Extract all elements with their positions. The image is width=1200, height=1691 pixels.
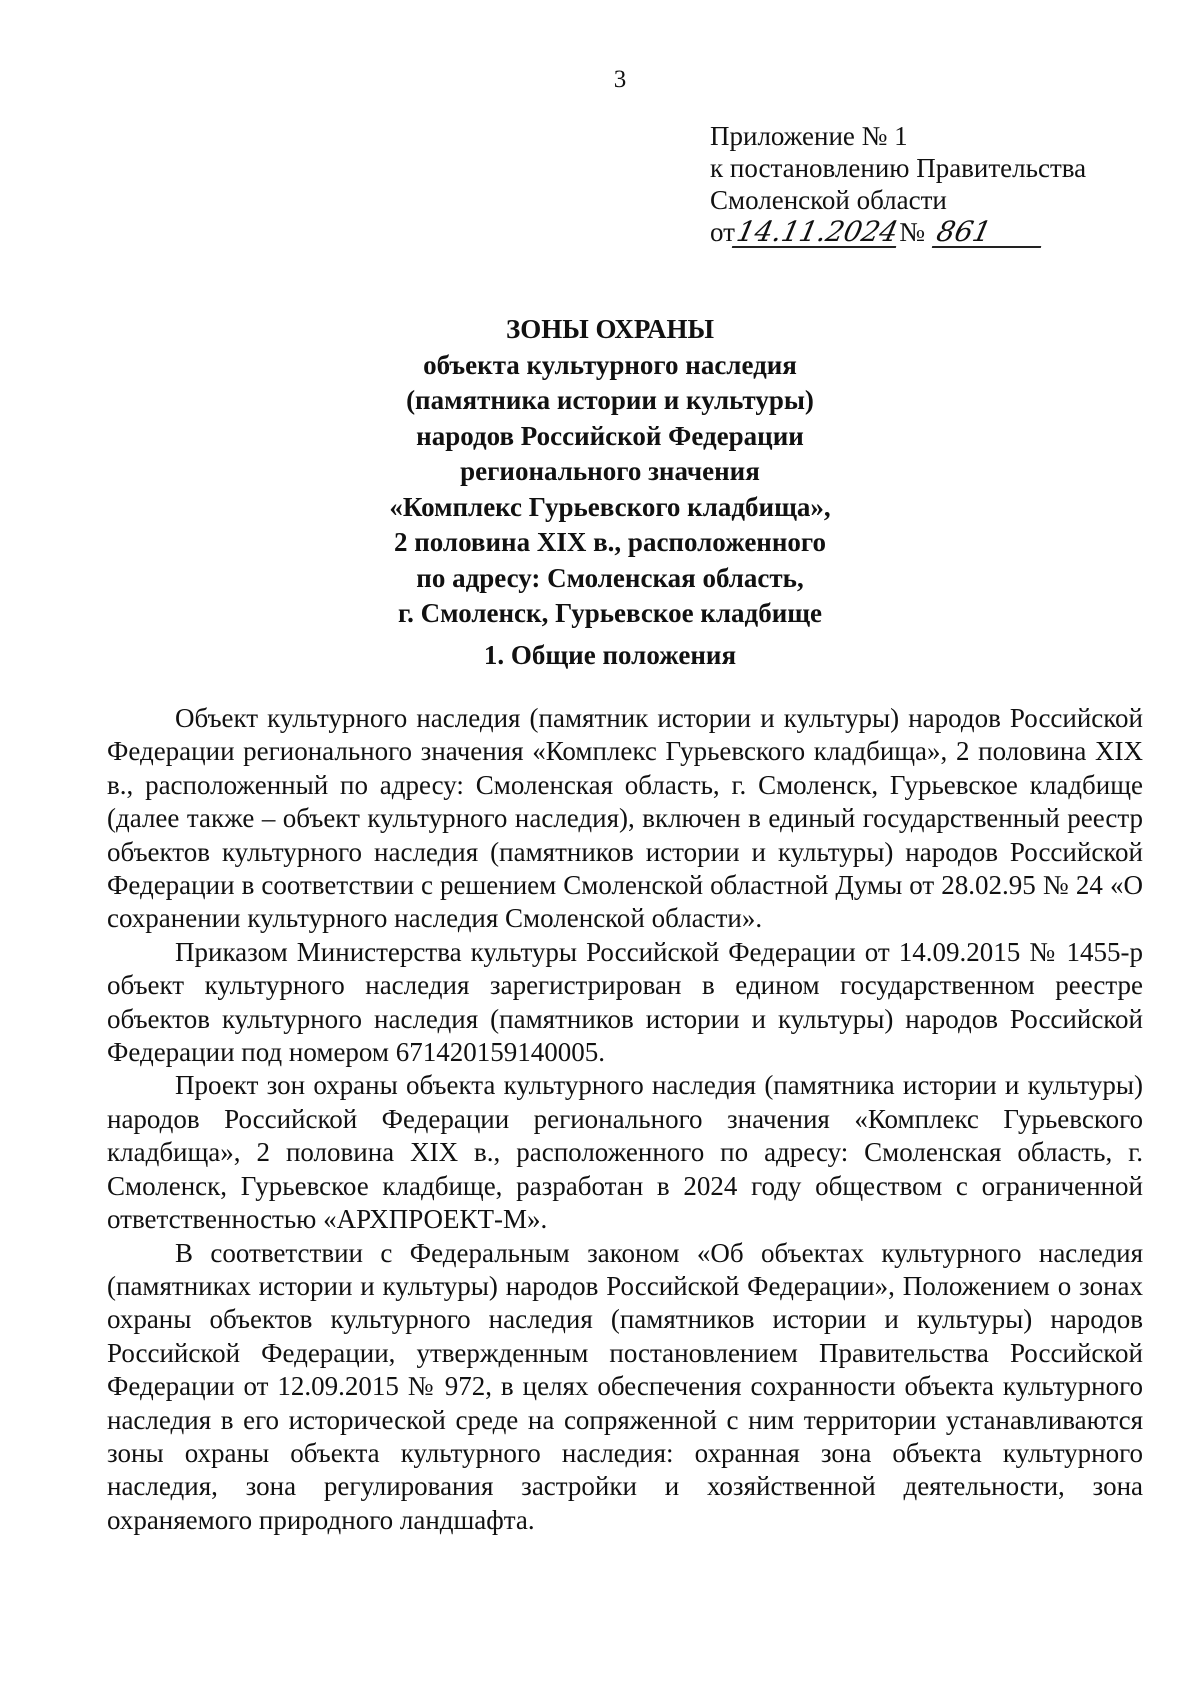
title-line: регионального значения: [460, 456, 760, 486]
title-line: г. Смоленск, Гурьевское кладбище: [397, 598, 823, 628]
section-heading: 1. Общие положения: [483, 640, 737, 670]
paragraph: Приказом Министерства культуры Российской Федерации от 14.09.2015 № 1455-р объект культурного наследия зарегистрирован в едином государственном реестре объектов культурного наследия (памятников истории и культуры) народов Российской Федерации под номером 671420159140005.: [107, 936, 1143, 1068]
document-title: [0, 312, 1200, 632]
annex-region: Смоленской области: [710, 185, 947, 215]
page-number: 3: [613, 66, 627, 93]
title-line: «Комплекс Гурьевского кладбища»,: [389, 491, 831, 522]
body-text: [107, 702, 1143, 1537]
paragraph: В соответствии с Федеральным законом «Об объектах культурного наследия (памятниках истории и культуры) народов Российской Федерации», Положением о зонах охраны объектов культурного наследия (памятников истории и культуры) народов Российской Федерации, утвержденным постановлением Правительства Российской Федерации от 12.09.2015 № 972, в целях обеспечения сохранности объекта культурного наследия в его исторической среде на сопряженной с ним территории устанавливаются зоны охраны объекта культурного наследия: охранная зона объекта культурного наследия, зона регулирования застройки и хозяйственной деятельности, зона охраняемого природного ландшафта.: [107, 1237, 1143, 1535]
paragraph: Объект культурного наследия (памятник истории и культуры) народов Российской Федерации регионального значения «Комплекс Гурьевского кладбища», 2 половина XIX в., расположенный по адресу: Смоленская область, г. Смоленск, Гурьевское кладбище (далее также – объект культурного наследия), включен в единый государственный реестр объектов культурного наследия (памятников истории и культуры) народов Российской Федерации в соответствии с решением Смоленской областной Думы от 28.02.95 № 24 «О сохранении культурного наследия Смоленской области».: [107, 703, 1143, 934]
annex-header: [710, 120, 1086, 248]
title-line: ЗОНЫ ОХРАНЫ: [506, 314, 714, 344]
title-line: 2 половина XIX в., расположенного: [393, 527, 827, 557]
handwritten-number: 861: [932, 218, 1047, 248]
date-prefix: от: [710, 217, 735, 247]
handwritten-date: 14.11.2024: [733, 215, 902, 248]
title-line: (памятника истории и культуры): [406, 385, 814, 415]
annex-date-number-row: [710, 216, 1086, 248]
title-line: народов Российской Федерации: [416, 420, 804, 451]
title-line: объекта культурного наследия: [423, 349, 797, 380]
annex-title: Приложение № 1: [710, 121, 908, 151]
number-prefix: №: [899, 217, 926, 247]
title-line: по адресу: Смоленская область,: [416, 562, 804, 593]
paragraph: Проект зон охраны объекта культурного наследия (памятника истории и культуры) народов Российской Федерации регионального значения «Комплекс Гурьевского кладбища», 2 половина XIX в., расположенного по адресу: Смоленская область, г. Смоленск, Гурьевское кладбище, разработан в 2024 году обществом с ограниченной ответственностью «АРХПРОЕКТ-М».: [107, 1070, 1143, 1235]
annex-reference: к постановлению Правительства: [710, 153, 1087, 183]
